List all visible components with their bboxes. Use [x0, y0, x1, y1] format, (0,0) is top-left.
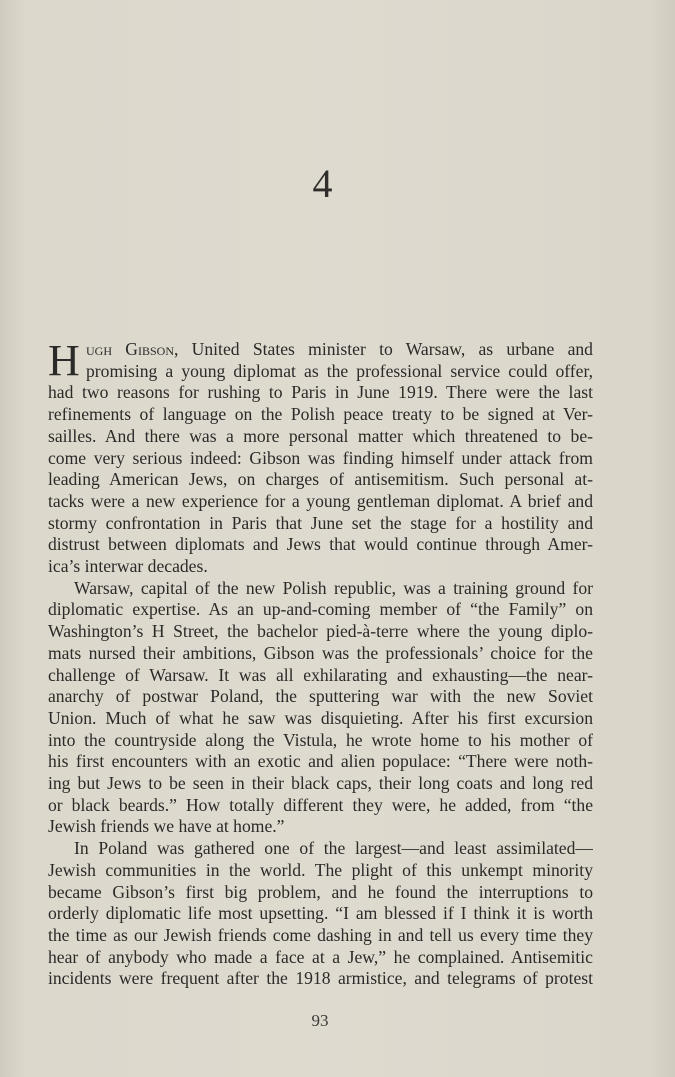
text-line: refinements of language on the Polish peace treaty to be signed at Ver- — [48, 404, 593, 425]
text-line: or black beards.” How totally different they were, he added, from “the — [48, 794, 593, 815]
text-line: orderly diplomatic life most upsetting. “I am blessed if I think it is worth — [48, 903, 593, 924]
text-line: stormy confrontation in Paris that June set the stage for a hostility and — [48, 512, 593, 533]
text-line: diplomatic expertise. As an up-and-coming member of “the Family” on — [48, 599, 593, 620]
text-line: come very serious indeed: Gibson was finding himself under attack from — [48, 447, 593, 468]
page-number: 93 — [311, 1011, 329, 1030]
text-line: into the countryside along the Vistula, he wrote home to his mother of — [48, 729, 593, 750]
text-line: mats nursed their ambitions, Gibson was the professionals’ choice for the — [48, 642, 593, 663]
text-line: ica’s interwar decades. — [48, 556, 208, 577]
text-line: Union. Much of what he saw was disquieting. After his first excursion — [48, 707, 593, 728]
drop-cap: H — [48, 336, 80, 385]
text-line: In Poland was gathered one of the largest—and least assimilated— — [74, 838, 593, 859]
chapter-number: 4 — [312, 161, 333, 206]
text-line: challenge of Warsaw. It was all exhilarating and exhausting—the near- — [48, 664, 593, 685]
text-line: Warsaw, capital of the new Polish republic, was a training ground for — [74, 577, 593, 598]
text-line: anarchy of postwar Poland, the sputtering war with the new Soviet — [48, 686, 593, 707]
text-line: had two reasons for rushing to Paris in June 1919. There were the last — [48, 382, 593, 403]
text-line: the time as our Jewish friends come dashing in and tell us every time they — [48, 924, 593, 945]
text-line: sailles. And there was a more personal matter which threatened to be- — [48, 425, 593, 446]
text-line: Jewish communities in the world. The plight of this unkempt minority — [48, 859, 593, 880]
text-line: ing but Jews to be seen in their black caps, their long coats and long red — [48, 773, 593, 794]
text-line-content: United States minister to Warsaw, as urbane and — [178, 339, 593, 359]
text-line: his first encounters with an exotic and alien populace: “There were noth- — [48, 751, 593, 772]
text-line — [48, 339, 593, 361]
text-line: incidents were frequent after the 1918 armistice, and telegrams of protest — [48, 968, 593, 989]
text-line: tacks were a new experience for a young gentleman diplomat. A brief and — [48, 490, 593, 511]
text-line: leading American Jews, on charges of antisemitism. Such personal at- — [48, 469, 593, 490]
text-line: promising a young diplomat as the professional service could offer, — [86, 360, 593, 381]
opening-smallcaps: ugh Gibson, — [86, 339, 179, 359]
text-line: Washington’s H Street, the bachelor pied-à-terre where the young diplo- — [48, 621, 593, 642]
body-text — [48, 336, 593, 990]
text-line: became Gibson’s first big problem, and he found the interruptions to — [48, 881, 593, 902]
text-line: Jewish friends we have at home.” — [48, 816, 285, 837]
text-line: hear of anybody who made a face at a Jew,” he complained. Antisemitic — [48, 946, 593, 967]
text-line: distrust between diplomats and Jews that would continue through Amer- — [48, 534, 593, 555]
